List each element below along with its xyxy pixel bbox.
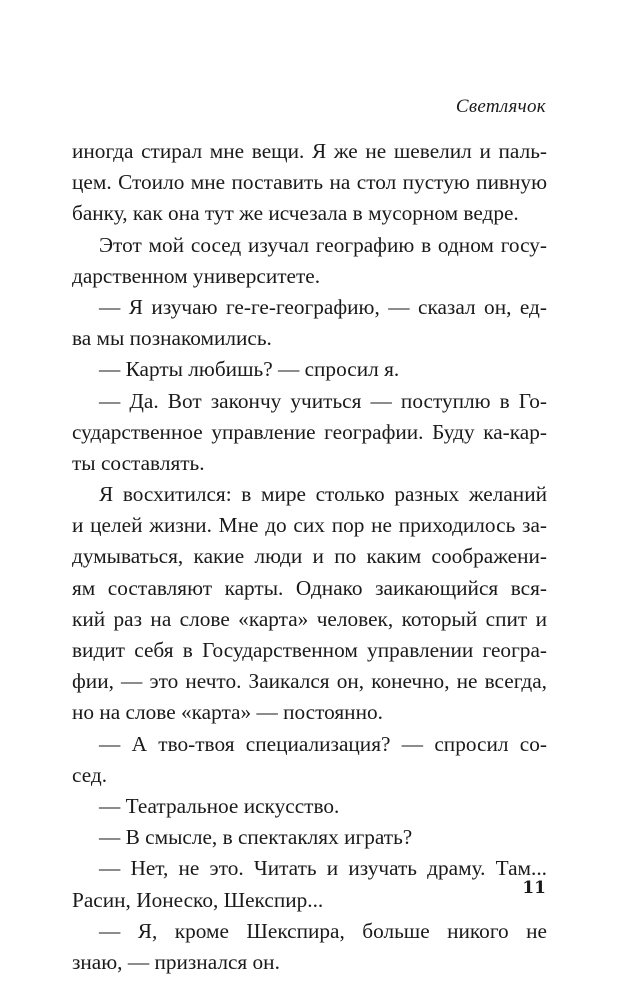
text-line: ты составлять. [72,450,205,475]
text-line: и целей жизни. Мне до сих пор не приходилось за- [72,513,547,538]
text-line: — Театральное искусство. [99,793,340,818]
text-line: иногда стирал мне вещи. Я же не шевелил и паль- [72,139,547,163]
text-line: дарственном университете. [72,263,321,288]
text-line: ям составляют карты. Однако заикающийся вся- [72,575,547,600]
text-line: — Карты любишь? — спросил я. [99,357,400,382]
text-line: Этот мой сосед изучал географию в одном госу- [99,232,547,257]
text-line: — Да. Вот закончу учиться — поступлю в Го- [99,388,547,413]
text-line: думываться, какие люди и по каким соображени- [72,544,547,569]
text-line: — Я изучаю ге-ге-географию, — сказал он, ед- [99,294,547,319]
text-line: фии, — это нечто. Заикался он, конечно, не всегда, [72,669,547,694]
text-line: сударственное управление географии. Буду ка-кар- [72,419,547,444]
running-head: Светлячок [455,96,546,117]
text-line: кий раз на слове «карта» человек, который спит и [72,606,547,631]
text-line: Я восхитился: в мире столько разных желаний [99,482,547,507]
text-line: но на слове «карта» — постоянно. [72,700,383,725]
text-line: знаю, — признался он. [72,949,280,974]
text-line: — А тво-твоя специализация? — спросил со- [99,731,547,756]
body-text [72,136,547,978]
text-line: видит себя в Государственном управлении геогра- [72,638,547,662]
text-line: ва мы познакомились. [72,326,272,351]
text-line: — Я, кроме Шекспира, больше никого не [99,918,547,943]
text-line: — Нет, не это. Читать и изучать драму. Там... [99,856,547,881]
page-number: 11 [522,878,546,898]
text-line: Расин, Ионеско, Шекспир... [72,887,324,912]
text-line: цем. Стоило мне поставить на стол пустую пивную [72,170,547,195]
text-line: сед. [72,762,108,787]
text-line: — В смысле, в спектаклях играть? [99,825,413,850]
text-line: банку, как она тут же исчезала в мусорном ведре. [72,201,519,226]
